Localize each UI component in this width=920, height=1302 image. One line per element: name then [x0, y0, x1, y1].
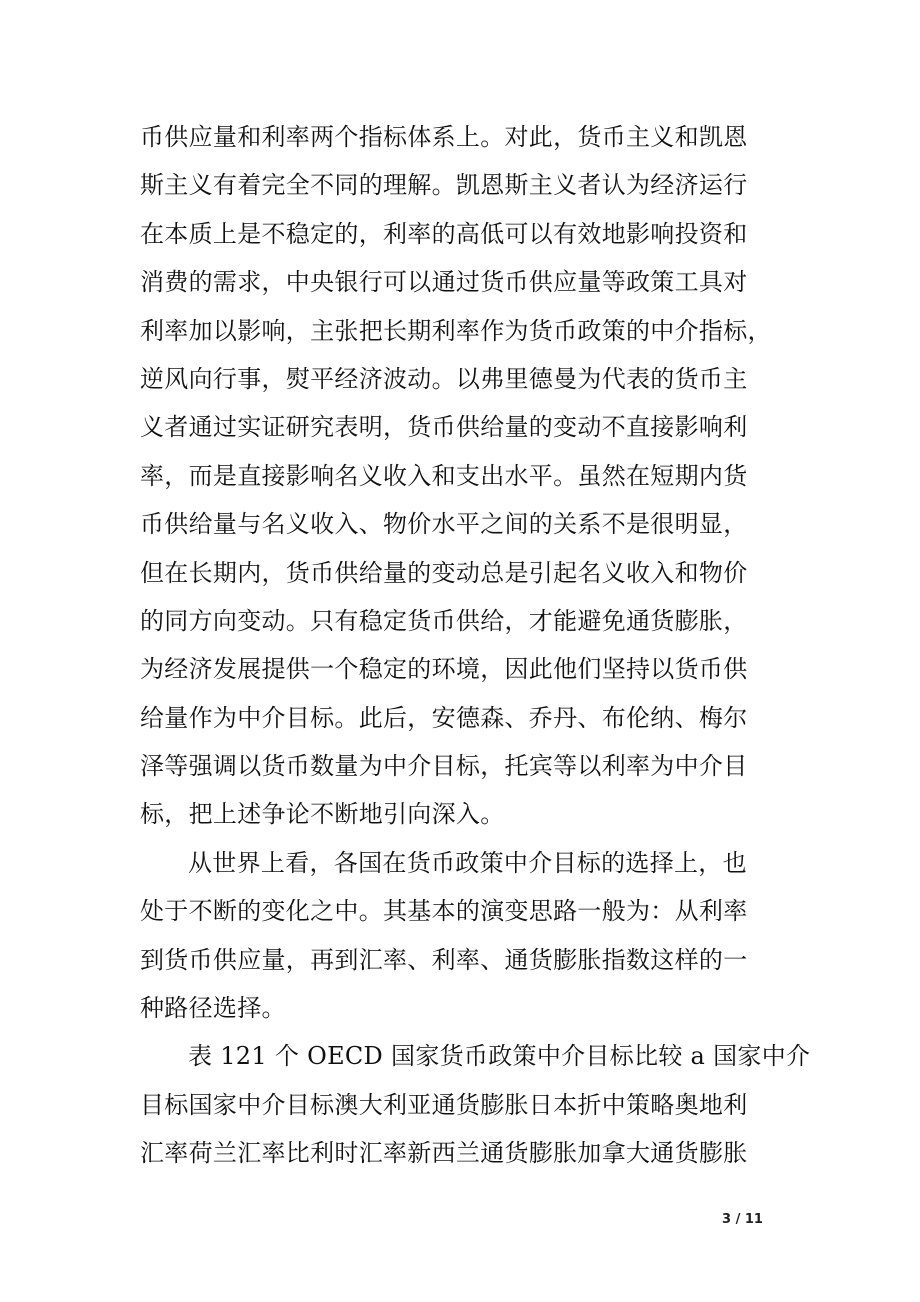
text-line: 从世界上看，各国在货币政策中介目标的选择上，也: [188, 848, 747, 877]
text-line: 为经济发展提供一个稳定的环境，因此他们坚持以货币供: [140, 655, 748, 684]
text-line: 标，把上述争论不断地引向深入。: [140, 800, 505, 829]
text-line: 率，而是直接影响名义收入和支出水平。虽然在短期内货: [140, 461, 748, 490]
text-line: 利率加以影响，主张把长期利率作为货币政策的中介指标，: [140, 316, 772, 345]
text-line: 给量作为中介目标。此后，安德森、乔丹、布伦纳、梅尔: [140, 703, 748, 732]
text-line: 斯主义有着完全不同的理解。凯恩斯主义者认为经济运行: [140, 171, 748, 200]
text-line: 表 121 个 OECD 国家货币政策中介目标比较 a 国家中介: [188, 1042, 811, 1071]
text-line: 逆风向行事，熨平经济波动。以弗里德曼为代表的货币主: [140, 364, 748, 393]
text-line: 目标国家中介目标澳大利亚通货膨胀日本折中策略奥地利: [140, 1090, 748, 1119]
text-line: 种路径选择。: [140, 994, 286, 1023]
text-line: 但在长期内，货币供给量的变动总是引起名义收入和物价: [140, 558, 748, 587]
text-line: 的同方向变动。只有稳定货币供给，才能避免通货膨胀，: [140, 606, 748, 635]
text-line: 消费的需求，中央银行可以通过货币供应量等政策工具对: [140, 268, 748, 297]
text-line: 币供应量和利率两个指标体系上。对此，货币主义和凯恩: [140, 123, 748, 151]
text-line: 泽等强调以货币数量为中介目标，托宾等以利率为中介目: [140, 752, 748, 781]
text-line: 币供给量与名义收入、物价水平之间的关系不是很明显，: [140, 510, 748, 539]
text-line: 义者通过实证研究表明，货币供给量的变动不直接影响利: [140, 413, 748, 442]
text-line: 到货币供应量，再到汇率、利率、通货膨胀指数这样的一: [140, 945, 748, 974]
text-line: 在本质上是不稳定的，利率的高低可以有效地影响投资和: [140, 219, 748, 248]
body-text: [140, 113, 811, 1178]
page-number: 3 / 11: [722, 1212, 763, 1227]
text-line: 汇率荷兰汇率比利时汇率新西兰通货膨胀加拿大通货膨胀: [140, 1139, 748, 1168]
text-line: 处于不断的变化之中。其基本的演变思路一般为：从利率: [140, 897, 748, 926]
